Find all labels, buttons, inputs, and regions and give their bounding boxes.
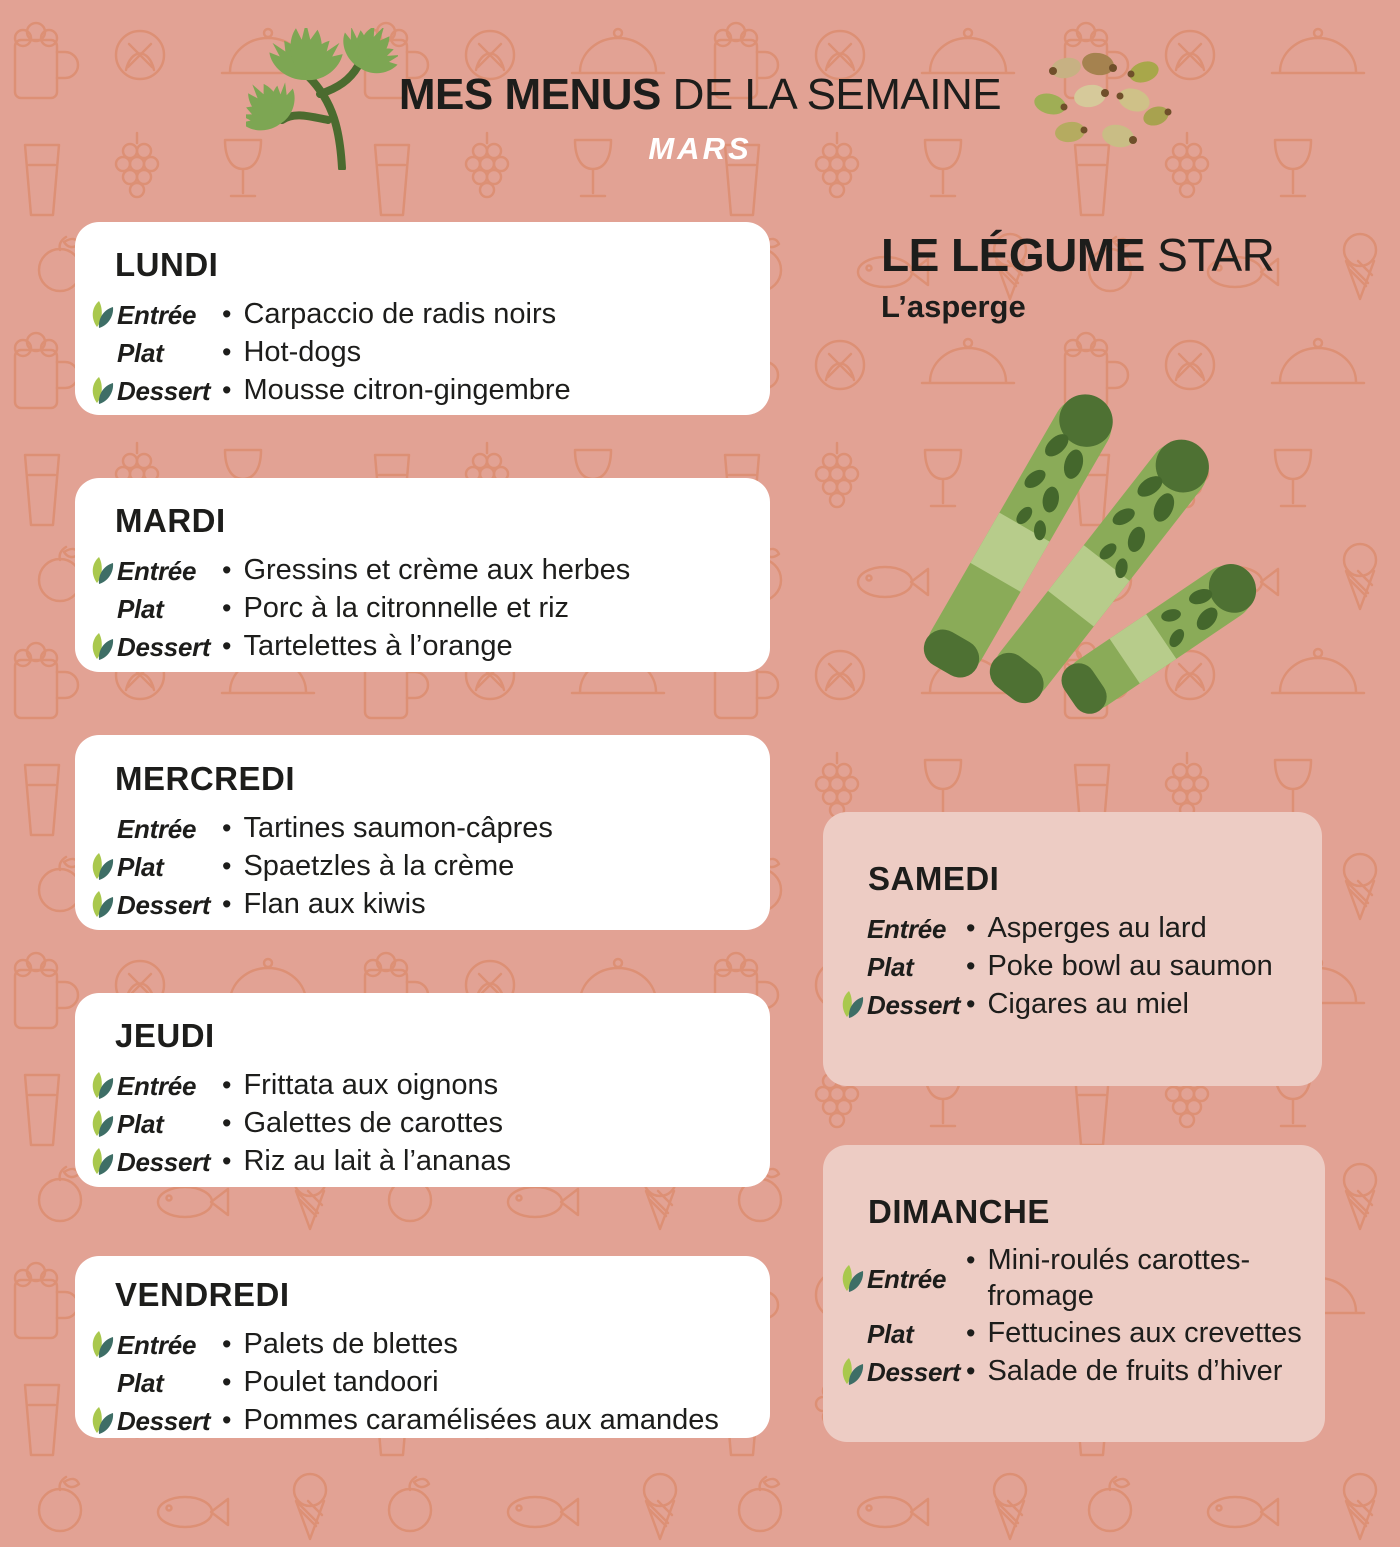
dish-text: • Tartelettes à l’orange bbox=[220, 628, 513, 664]
course-label: Plat bbox=[867, 951, 914, 982]
day-name: MERCREDI bbox=[115, 760, 296, 797]
dish-text: • Galettes de carottes bbox=[220, 1105, 503, 1141]
page-title-strong: MES MENUS bbox=[398, 70, 661, 119]
dish-text: • Gressins et crème aux herbes bbox=[220, 552, 630, 588]
menu-row bbox=[87, 333, 754, 371]
menu-row bbox=[837, 985, 1308, 1023]
menu-row bbox=[87, 1104, 754, 1142]
menu-row bbox=[87, 1401, 754, 1439]
dish-text: • Frittata aux oignons bbox=[220, 1067, 498, 1103]
course-label: Entrée bbox=[117, 1070, 197, 1101]
dish-text: • Riz au lait à l’ananas bbox=[220, 1143, 511, 1179]
dish-text: • Pommes caramélisées aux amandes bbox=[220, 1402, 719, 1438]
asparagus-illustration bbox=[880, 368, 1300, 728]
dish-text: • Porc à la citronnelle et riz bbox=[220, 590, 569, 626]
leaf-duo-icon bbox=[87, 1070, 117, 1100]
course-label: Entrée bbox=[867, 913, 947, 944]
menu-row bbox=[87, 1363, 754, 1401]
leaf-duo-icon bbox=[87, 555, 117, 585]
course-label: Dessert bbox=[117, 1146, 211, 1177]
month-label: MARS bbox=[648, 131, 752, 166]
day-name: SAMEDI bbox=[868, 860, 1000, 897]
menu-row bbox=[87, 809, 754, 847]
dish-text: • Cigares au miel bbox=[964, 986, 1189, 1022]
course-label: Plat bbox=[117, 1108, 164, 1139]
menu-row bbox=[837, 947, 1308, 985]
menu-row bbox=[87, 589, 754, 627]
dish-text: • Poulet tandoori bbox=[220, 1364, 439, 1400]
feature-title bbox=[881, 228, 1274, 282]
course-label: Dessert bbox=[117, 889, 211, 920]
course-label: Entrée bbox=[117, 1329, 197, 1360]
course-label: Plat bbox=[117, 851, 164, 882]
leaf-duo-icon bbox=[837, 1263, 867, 1293]
leaf-duo-icon bbox=[837, 1356, 867, 1386]
dish-text: • Palets de blettes bbox=[220, 1326, 458, 1362]
course-label: Entrée bbox=[117, 299, 197, 330]
course-label: Plat bbox=[117, 593, 164, 624]
leaf-duo-icon bbox=[87, 375, 117, 405]
dish-text: • Tartines saumon-câpres bbox=[220, 810, 553, 846]
menu-row bbox=[837, 1314, 1311, 1352]
menu-row bbox=[87, 627, 754, 665]
course-label: Plat bbox=[117, 337, 164, 368]
leaf-duo-icon bbox=[87, 1108, 117, 1138]
page-title-light: DE LA SEMAINE bbox=[660, 70, 1002, 119]
course-label: Plat bbox=[867, 1318, 914, 1349]
page-title bbox=[0, 70, 1400, 120]
dish-text: • Salade de fruits d’hiver bbox=[964, 1353, 1282, 1389]
day-card-mercredi bbox=[75, 735, 770, 930]
day-card-mardi bbox=[75, 478, 770, 672]
leaf-duo-icon bbox=[87, 299, 117, 329]
menu-row bbox=[87, 1142, 754, 1180]
day-name: DIMANCHE bbox=[868, 1193, 1050, 1230]
course-label: Dessert bbox=[117, 375, 211, 406]
menu-row bbox=[837, 1352, 1311, 1390]
menu-row bbox=[87, 371, 754, 409]
day-card-samedi bbox=[823, 812, 1322, 1086]
day-card-dimanche bbox=[823, 1145, 1325, 1442]
day-name: LUNDI bbox=[115, 246, 219, 283]
day-card-lundi bbox=[75, 222, 770, 415]
feature-subtitle: L’asperge bbox=[881, 289, 1026, 324]
feature-title-strong: LE LÉGUME bbox=[881, 229, 1145, 281]
day-name: MARDI bbox=[115, 502, 226, 539]
dish-text: • Mini-roulés carottes-fromage bbox=[964, 1242, 1311, 1314]
course-label: Entrée bbox=[117, 555, 197, 586]
dish-text: • Flan aux kiwis bbox=[220, 886, 426, 922]
leaf-duo-icon bbox=[87, 1146, 117, 1176]
menu-row bbox=[837, 909, 1308, 947]
dish-text: • Mousse citron-gingembre bbox=[220, 372, 571, 408]
menu-row bbox=[87, 1325, 754, 1363]
course-label: Plat bbox=[117, 1367, 164, 1398]
day-card-vendredi bbox=[75, 1256, 770, 1438]
menu-row bbox=[87, 847, 754, 885]
dish-text: • Carpaccio de radis noirs bbox=[220, 296, 556, 332]
menu-row bbox=[87, 295, 754, 333]
dish-text: • Hot-dogs bbox=[220, 334, 361, 370]
course-label: Dessert bbox=[867, 1356, 961, 1387]
leaf-duo-icon bbox=[87, 889, 117, 919]
dish-text: • Spaetzles à la crème bbox=[220, 848, 514, 884]
feature-title-light: STAR bbox=[1144, 229, 1275, 281]
leaf-duo-icon bbox=[87, 851, 117, 881]
course-label: Dessert bbox=[867, 989, 961, 1020]
menu-row bbox=[87, 1066, 754, 1104]
leaf-duo-icon bbox=[87, 631, 117, 661]
leaf-duo-icon bbox=[837, 989, 867, 1019]
leaf-duo-icon bbox=[87, 1329, 117, 1359]
leaf-duo-icon bbox=[87, 1405, 117, 1435]
day-name: VENDREDI bbox=[115, 1276, 290, 1313]
menu-row bbox=[837, 1242, 1311, 1314]
olives-cluster-icon bbox=[1026, 52, 1174, 156]
course-label: Entrée bbox=[117, 813, 197, 844]
dish-text: • Asperges au lard bbox=[964, 910, 1207, 946]
day-card-jeudi bbox=[75, 993, 770, 1187]
day-name: JEUDI bbox=[115, 1017, 215, 1054]
course-label: Dessert bbox=[117, 631, 211, 662]
menu-row bbox=[87, 551, 754, 589]
dish-text: • Poke bowl au saumon bbox=[964, 948, 1273, 984]
menu-row bbox=[87, 885, 754, 923]
course-label: Entrée bbox=[867, 1263, 947, 1294]
dish-text: • Fettucines aux crevettes bbox=[964, 1315, 1302, 1351]
course-label: Dessert bbox=[117, 1405, 211, 1436]
